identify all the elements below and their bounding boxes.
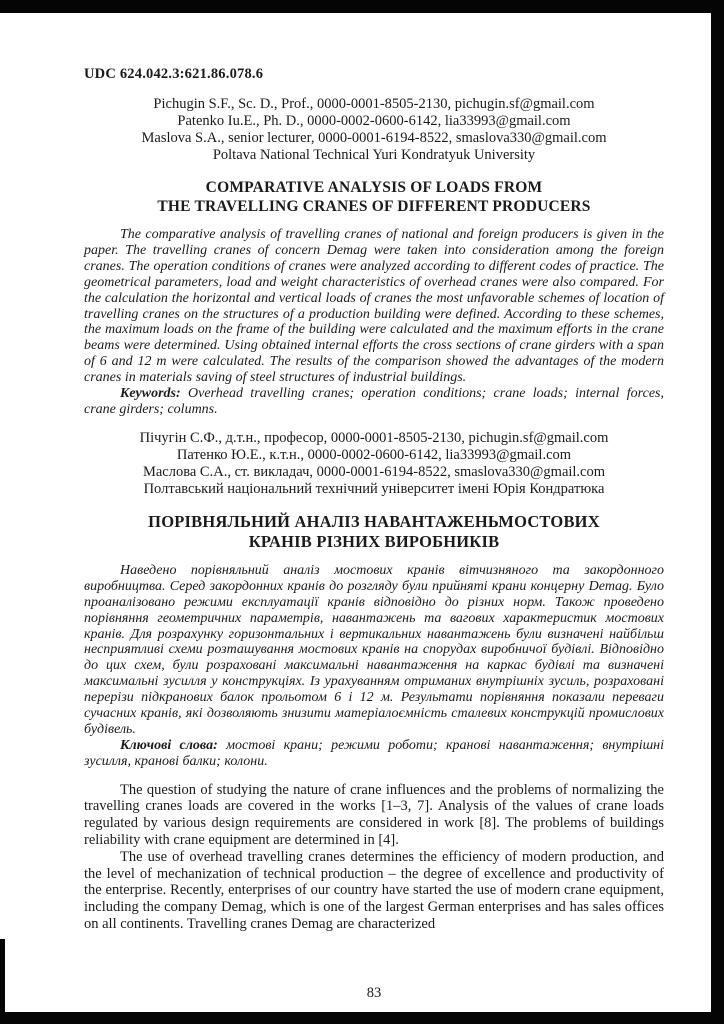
keywords-uk-text: мостові крани; режими роботи; кранові навантаження; внутрішні зусилля, кранові балки; колони.	[84, 737, 664, 769]
keywords-uk	[84, 738, 664, 770]
author-en-line-2: Patenko Iu.E., Ph. D., 0000-0002-0600-6142, lia33993@gmail.com	[177, 113, 571, 129]
title-uk-line-1: ПОРІВНЯЛЬНИЙ АНАЛІЗ НАВАНТАЖЕНЬМОСТОВИХ	[148, 511, 600, 531]
authors-uk-block	[84, 430, 664, 498]
author-en-line-1: Pichugin S.F., Sc. D., Prof., 0000-0001-8505-2130, pichugin.sf@gmail.com	[153, 96, 595, 112]
scan-artifact-right	[711, 0, 724, 1024]
body-paragraph-1: The question of studying the nature of crane influences and the problems of normalizing the travelling cranes loads are covered in the works [1–3, 7]. Analysis of the values of crane loads regulated by various design requirements are considered in work [8]. The problems of buildings reliability with crane equipment are determined in [4].	[84, 781, 664, 849]
keywords-en	[84, 386, 664, 418]
abstract-en-text: The comparative analysis of travelling cranes of national and foreign producers is given in the paper. The travelling cranes of concern Demag were taken into consideration among the foreign cranes. The operation conditions of cranes were analyzed according to different codes of practice. The geometrical parameters, load and weight characteristics of overhead cranes were also compared. For the calculation the horizontal and vertical loads of cranes the most unfavorable schemes of location of travelling cranes on the structures of a production building were defined. According to these schemes, the maximum loads on the frame of the building were calculated and the maximum efforts in the crane beams were determined. Using obtained internal efforts the cross sections of crane girders with a span of 6 and 12 m were calculated. The results of the comparison showed the advantages of the modern cranes in materials saving of steel structures of industrial buildings.	[84, 227, 664, 386]
udc-code: UDC 624.042.3:621.86.078.6	[84, 66, 264, 82]
title-en-line-2: THE TRAVELLING CRANES OF DIFFERENT PRODUCERS	[157, 198, 591, 215]
abstract-en-block	[84, 227, 664, 418]
affiliation-uk: Полтавський національний технічний університет імені Юрія Кондратюка	[143, 480, 605, 497]
scan-artifact-top	[0, 0, 724, 13]
author-uk-line-2: Патенко Ю.Е., к.т.н., 0000-0002-0600-6142, lia33993@gmail.com	[176, 446, 572, 463]
title-en-line-1: COMPARATIVE ANALYSIS OF LOADS FROM	[205, 179, 543, 196]
title-en	[84, 178, 664, 216]
authors-en-block	[84, 96, 664, 164]
keywords-uk-label: Ключові слова:	[120, 737, 218, 753]
body-paragraph-2: The use of overhead travelling cranes determines the efficiency of modern production, and the level of mechanization of technical production – the degree of excellence and productivity of the enterprise. Recently, enterprises of our country have started the use of modern crane equipment, including the company Demag, which is one of the largest German enterprises and has sales offices on all continents. Travelling cranes Demag are characterized	[84, 848, 664, 933]
keywords-en-label: Keywords:	[120, 386, 181, 402]
keywords-en-text: Overhead travelling cranes; operation conditions; crane loads; internal forces, crane girders; columns.	[84, 386, 664, 417]
affiliation-en: Poltava National Technical Yuri Kondratyuk University	[212, 147, 536, 163]
abstract-uk-text: Наведено порівняльний аналіз мостових кранів вітчизняного та закордонного виробництва. Серед закордонних кранів до розгляду були прийняті крани концерну Demag. Було проаналізовано режими експлуатації кранів відповідно до різних норм. Також проведено порівняння геометричних параметрів, навантажень та вагових характеристик мостових кранів. Для розрахунку горизонтальних і вертикальних навантажень були визначені найбільш несприятливі схеми розташування мостових кранів на спорудах виробничої будівлі. Відповідно до цих схем, були розраховані максимальні навантаження на каркас будівлі та визначені максимальні зусилля у конструкціях. Із урахуванням отриманих внутрішніх зусиль, розраховані перерізи підкранових балок прольотом 6 і 12 м. Результати порівняння показали переваги сучасних кранів, які дозволяють знизити матеріалоємність сталевих конструкцій промислових будівель.	[84, 562, 664, 737]
author-en-line-3: Maslova S.A., senior lecturer, 0000-0001-6194-8522, smaslova330@gmail.com	[141, 130, 607, 146]
title-uk-line-2: КРАНІВ РІЗНИХ ВИРОБНИКІВ	[248, 531, 500, 551]
scan-artifact-bottom	[0, 1012, 724, 1024]
page-number: 83	[366, 985, 382, 1001]
body-text-block	[84, 782, 664, 933]
scan-artifact-left	[0, 939, 5, 1024]
author-uk-line-1: Пічугін С.Ф., д.т.н., професор, 0000-0001-8505-2130, pichugin.sf@gmail.com	[139, 429, 609, 446]
author-uk-line-3: Маслова С.А., ст. викладач, 0000-0001-6194-8522, smaslova330@gmail.com	[142, 463, 606, 480]
abstract-uk-block	[84, 563, 664, 770]
title-uk	[84, 512, 664, 552]
